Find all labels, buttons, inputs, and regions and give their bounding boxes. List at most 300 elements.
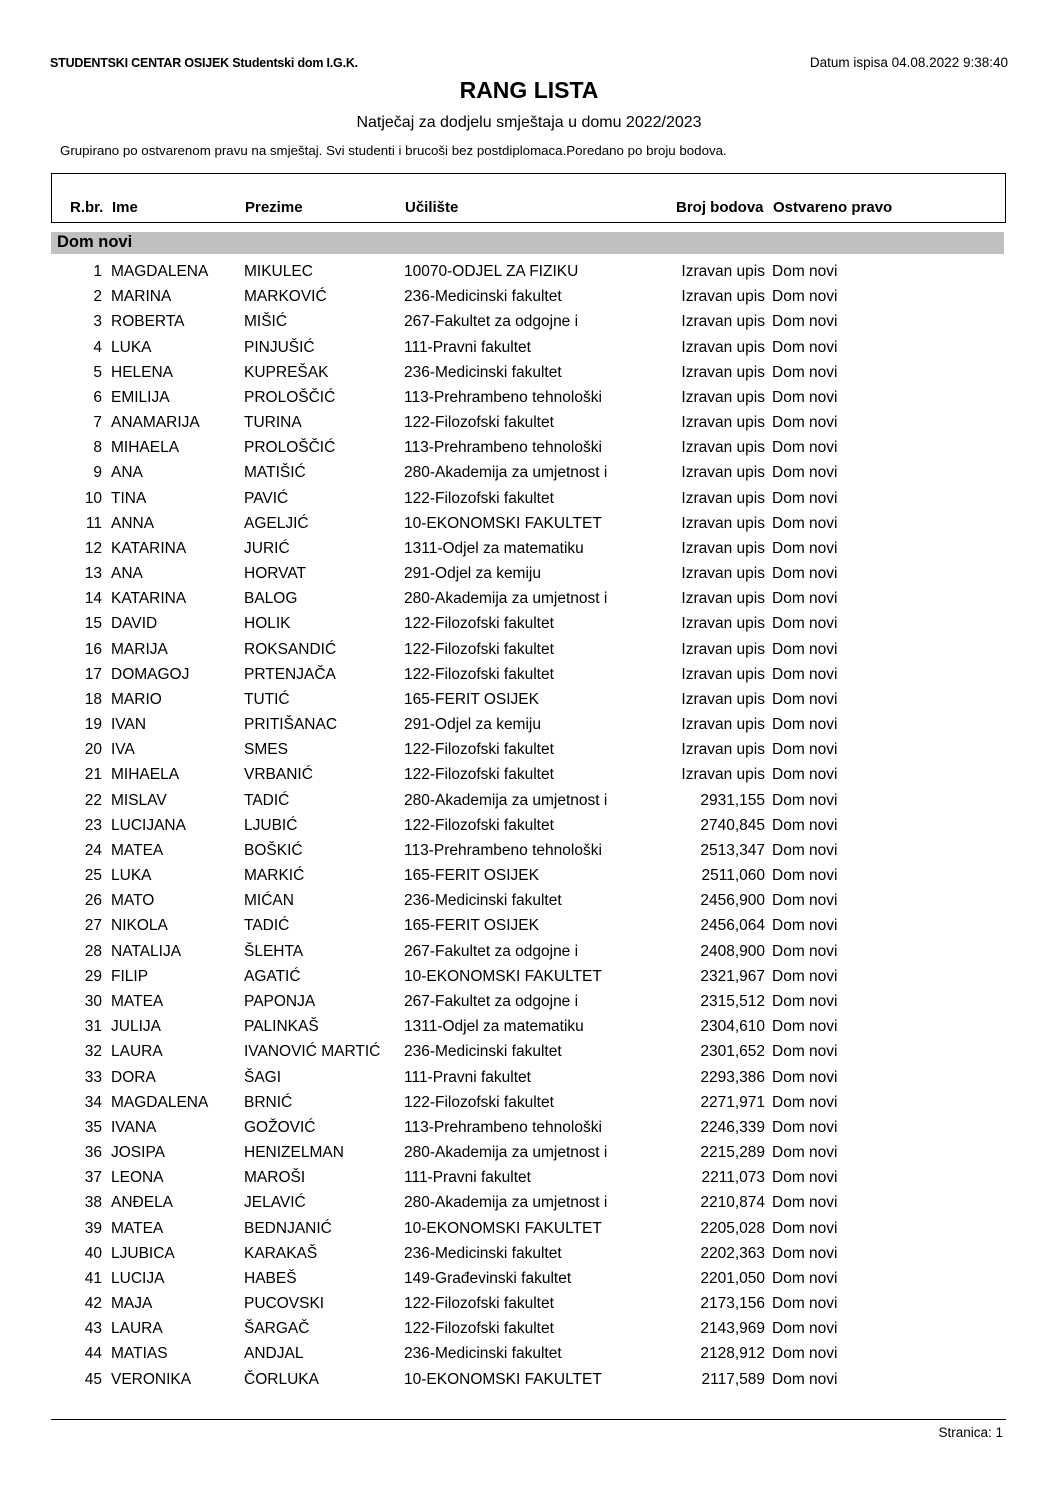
cell-rbr: 41 <box>84 1269 102 1287</box>
cell-prezime: MARKOVIĆ <box>244 288 327 306</box>
cell-bodovi: 2271,971 <box>700 1093 765 1111</box>
cell-uciliste: 280-Akademija za umjetnost i <box>404 464 608 482</box>
cell-bodovi: 2201,050 <box>700 1269 765 1287</box>
cell-uciliste: 113-Prehrambeno tehnološki <box>404 841 602 859</box>
document-subtitle: Natječaj za dodjelu smještaja u domu 2022/2023 <box>356 114 702 131</box>
cell-uciliste: 111-Pravni fakultet <box>404 338 531 356</box>
cell-prezime: LJUBIĆ <box>244 816 298 834</box>
table-row <box>0 993 1058 1018</box>
cell-bodovi: 2210,874 <box>700 1194 765 1212</box>
cell-ime: IVANA <box>111 1118 157 1136</box>
cell-pravo: Dom novi <box>772 1169 838 1187</box>
cell-uciliste: 122-Filozofski fakultet <box>404 489 554 507</box>
cell-ime: LJUBICA <box>111 1244 175 1262</box>
table-row <box>0 389 1058 414</box>
cell-rbr: 21 <box>84 766 102 784</box>
cell-bodovi: 2173,156 <box>700 1295 765 1313</box>
cell-bodovi: 2246,339 <box>700 1118 765 1136</box>
cell-rbr: 38 <box>84 1194 102 1212</box>
cell-pravo: Dom novi <box>772 1219 838 1237</box>
cell-ime: NIKOLA <box>111 917 168 935</box>
cell-ime: MAGDALENA <box>111 1093 209 1111</box>
cell-bodovi: 2202,363 <box>700 1244 765 1262</box>
table-row <box>0 666 1058 691</box>
cell-prezime: ŠAGI <box>244 1068 282 1086</box>
cell-pravo: Dom novi <box>772 816 838 834</box>
cell-ime: MIHAELA <box>111 766 180 784</box>
cell-rbr: 12 <box>84 539 102 557</box>
cell-rbr: 11 <box>85 514 102 532</box>
cell-rbr: 18 <box>84 690 102 708</box>
cell-rbr: 43 <box>84 1320 102 1338</box>
cell-pravo: Dom novi <box>772 539 838 557</box>
cell-uciliste: 122-Filozofski fakultet <box>404 640 554 658</box>
cell-uciliste: 122-Filozofski fakultet <box>404 615 554 633</box>
cell-pravo: Dom novi <box>772 464 838 482</box>
cell-bodovi: Izravan upis <box>681 414 765 432</box>
cell-prezime: ŠLEHTA <box>244 942 304 960</box>
cell-ime: ANĐELA <box>111 1194 174 1212</box>
table-row <box>0 565 1058 590</box>
table-row <box>0 1245 1058 1270</box>
cell-pravo: Dom novi <box>772 363 838 381</box>
cell-uciliste: 236-Medicinski fakultet <box>404 892 562 910</box>
cell-uciliste: 280-Akademija za umjetnost i <box>404 791 608 809</box>
cell-ime: ANNA <box>111 514 155 532</box>
cell-rbr: 19 <box>84 716 102 734</box>
cell-ime: MAJA <box>111 1295 153 1313</box>
cell-rbr: 44 <box>84 1345 102 1363</box>
cell-uciliste: 236-Medicinski fakultet <box>404 1244 562 1262</box>
cell-bodovi: 2117,589 <box>701 1370 765 1388</box>
cell-uciliste: 122-Filozofski fakultet <box>404 741 554 759</box>
table-row <box>0 1169 1058 1194</box>
cell-bodovi: 2128,912 <box>700 1345 765 1363</box>
cell-pravo: Dom novi <box>772 338 838 356</box>
cell-rbr: 33 <box>84 1068 102 1086</box>
cell-pravo: Dom novi <box>772 263 838 280</box>
cell-prezime: ROKSANDIĆ <box>244 640 337 658</box>
cell-ime: MATIAS <box>111 1345 168 1363</box>
cell-uciliste: 10070-ODJEL ZA FIZIKU <box>404 263 579 280</box>
cell-prezime: MATIŠIĆ <box>244 464 306 482</box>
cell-uciliste: 280-Akademija za umjetnost i <box>404 1144 608 1162</box>
cell-prezime: HENIZELMAN <box>244 1144 344 1162</box>
table-row <box>0 1144 1058 1169</box>
cell-pravo: Dom novi <box>772 716 838 734</box>
cell-rbr: 45 <box>84 1370 102 1388</box>
cell-rbr: 9 <box>93 464 102 482</box>
cell-uciliste: 113-Prehrambeno tehnološki <box>404 1118 602 1136</box>
cell-ime: LUCIJA <box>111 1269 165 1287</box>
cell-pravo: Dom novi <box>772 439 838 457</box>
group-heading <box>51 232 1004 254</box>
cell-bodovi: 2456,064 <box>700 917 765 935</box>
cell-ime: KATARINA <box>111 590 187 608</box>
cell-rbr: 35 <box>84 1118 102 1136</box>
cell-pravo: Dom novi <box>772 388 838 406</box>
col-header-pravo: Ostvareno pravo <box>773 199 893 216</box>
cell-prezime: JURIĆ <box>244 539 290 557</box>
cell-prezime: MIĆAN <box>244 892 294 910</box>
cell-rbr: 10 <box>84 489 102 507</box>
table-row <box>0 716 1058 741</box>
table-row <box>0 766 1058 791</box>
cell-bodovi: Izravan upis <box>681 439 765 457</box>
cell-pravo: Dom novi <box>772 1043 838 1061</box>
cell-ime: MATEA <box>111 1219 164 1237</box>
cell-uciliste: 291-Odjel za kemiju <box>404 565 541 583</box>
print-date: Datum ispisa 04.08.2022 9:38:40 <box>809 55 1008 70</box>
cell-uciliste: 111-Pravni fakultet <box>404 1169 531 1187</box>
cell-rbr: 17 <box>84 665 102 683</box>
cell-rbr: 39 <box>84 1219 102 1237</box>
cell-rbr: 20 <box>84 741 102 759</box>
col-header-uciliste: Učilište <box>405 199 459 216</box>
cell-rbr: 42 <box>84 1295 102 1313</box>
cell-pravo: Dom novi <box>772 1144 838 1162</box>
table-row <box>0 1270 1058 1295</box>
cell-pravo: Dom novi <box>772 917 838 935</box>
cell-uciliste: 113-Prehrambeno tehnološki <box>404 388 602 406</box>
cell-bodovi: Izravan upis <box>681 590 765 608</box>
cell-uciliste: 122-Filozofski fakultet <box>404 816 554 834</box>
cell-prezime: TADIĆ <box>244 917 290 935</box>
cell-ime: MAGDALENA <box>111 263 209 280</box>
table-row <box>0 1320 1058 1345</box>
cell-rbr: 40 <box>84 1244 102 1262</box>
table-row <box>0 867 1058 892</box>
cell-uciliste: 10-EKONOMSKI FAKULTET <box>404 514 602 532</box>
footer-divider <box>51 1419 1006 1420</box>
cell-rbr: 3 <box>93 313 102 331</box>
cell-ime: NATALIJA <box>111 942 182 960</box>
cell-rbr: 34 <box>84 1093 102 1111</box>
cell-rbr: 28 <box>84 942 102 960</box>
table-row <box>0 691 1058 716</box>
institution-header: STUDENTSKI CENTAR OSIJEK Studentski dom I.G.K. <box>50 56 358 70</box>
cell-bodovi: 2408,900 <box>700 942 765 960</box>
cell-rbr: 16 <box>84 640 102 658</box>
cell-ime: ANAMARIJA <box>111 414 200 432</box>
cell-prezime: BOŠKIĆ <box>244 841 303 859</box>
document-title: RANG LISTA <box>459 77 599 103</box>
cell-prezime: ČORLUKA <box>244 1370 319 1388</box>
cell-prezime: MAROŠI <box>244 1169 306 1187</box>
cell-ime: LUCIJANA <box>111 816 186 834</box>
cell-uciliste: 10-EKONOMSKI FAKULTET <box>404 1219 602 1237</box>
cell-pravo: Dom novi <box>772 514 838 532</box>
cell-ime: JULIJA <box>111 1018 161 1036</box>
cell-ime: EMILIJA <box>111 388 170 406</box>
cell-uciliste: 236-Medicinski fakultet <box>404 363 562 381</box>
table-row <box>0 1043 1058 1068</box>
cell-ime: MARINA <box>111 288 172 306</box>
cell-prezime: TURINA <box>244 414 302 432</box>
cell-pravo: Dom novi <box>772 1295 838 1313</box>
cell-pravo: Dom novi <box>772 288 838 306</box>
cell-pravo: Dom novi <box>772 615 838 633</box>
cell-rbr: 24 <box>84 841 102 859</box>
table-row <box>0 741 1058 766</box>
table-header <box>51 173 1006 223</box>
cell-bodovi: 2143,969 <box>700 1320 765 1338</box>
cell-ime: LAURA <box>111 1320 163 1338</box>
table-row <box>0 641 1058 666</box>
cell-prezime: PROLOŠČIĆ <box>244 388 336 406</box>
cell-ime: DOMAGOJ <box>111 665 190 683</box>
col-header-ime: Ime <box>112 199 138 216</box>
cell-bodovi: 2205,028 <box>700 1219 765 1237</box>
cell-rbr: 26 <box>84 892 102 910</box>
cell-pravo: Dom novi <box>772 841 838 859</box>
cell-uciliste: 236-Medicinski fakultet <box>404 1043 562 1061</box>
cell-uciliste: 122-Filozofski fakultet <box>404 665 554 683</box>
cell-pravo: Dom novi <box>772 791 838 809</box>
cell-pravo: Dom novi <box>772 1269 838 1287</box>
cell-ime: VERONIKA <box>111 1370 192 1388</box>
cell-rbr: 1 <box>93 263 102 280</box>
cell-prezime: BEDNJANIĆ <box>244 1219 332 1237</box>
cell-ime: ROBERTA <box>111 313 185 331</box>
table-row <box>0 288 1058 313</box>
cell-rbr: 2 <box>93 288 102 306</box>
cell-pravo: Dom novi <box>772 313 838 331</box>
cell-pravo: Dom novi <box>772 665 838 683</box>
cell-rbr: 29 <box>84 967 102 985</box>
cell-uciliste: 267-Fakultet za odgojne i <box>404 942 579 960</box>
cell-ime: MIHAELA <box>111 439 180 457</box>
cell-prezime: MIKULEC <box>244 263 313 280</box>
cell-ime: KATARINA <box>111 539 187 557</box>
cell-ime: LUKA <box>111 867 152 885</box>
cell-bodovi: Izravan upis <box>681 640 765 658</box>
cell-pravo: Dom novi <box>772 1370 838 1388</box>
cell-ime: IVAN <box>111 716 147 734</box>
cell-prezime: KARAKAŠ <box>244 1244 318 1262</box>
cell-pravo: Dom novi <box>772 942 838 960</box>
group-label: Dom novi <box>57 233 133 251</box>
table-row <box>0 464 1058 489</box>
cell-uciliste: 122-Filozofski fakultet <box>404 1320 554 1338</box>
cell-pravo: Dom novi <box>772 741 838 759</box>
cell-pravo: Dom novi <box>772 1018 838 1036</box>
cell-pravo: Dom novi <box>772 590 838 608</box>
cell-uciliste: 10-EKONOMSKI FAKULTET <box>404 1370 602 1388</box>
cell-uciliste: 165-FERIT OSIJEK <box>404 867 539 885</box>
cell-bodovi: 2931,155 <box>700 791 765 809</box>
cell-pravo: Dom novi <box>772 1194 838 1212</box>
cell-rbr: 7 <box>93 414 102 432</box>
cell-uciliste: 122-Filozofski fakultet <box>404 1093 554 1111</box>
cell-prezime: BRNIĆ <box>244 1093 293 1111</box>
cell-prezime: MIŠIĆ <box>244 313 288 331</box>
cell-ime: DAVID <box>111 615 158 633</box>
cell-uciliste: 165-FERIT OSIJEK <box>404 690 539 708</box>
cell-rbr: 13 <box>84 565 102 583</box>
cell-prezime: HORVAT <box>244 565 307 583</box>
cell-bodovi: Izravan upis <box>681 716 765 734</box>
table-row <box>0 817 1058 842</box>
cell-uciliste: 236-Medicinski fakultet <box>404 288 562 306</box>
cell-rbr: 5 <box>93 363 102 381</box>
cell-pravo: Dom novi <box>772 1068 838 1086</box>
cell-rbr: 4 <box>93 338 102 356</box>
cell-bodovi: 2301,652 <box>700 1043 765 1061</box>
cell-bodovi: Izravan upis <box>681 338 765 356</box>
table-row <box>0 1295 1058 1320</box>
cell-prezime: PALINKAŠ <box>244 1018 319 1036</box>
cell-bodovi: Izravan upis <box>681 288 765 306</box>
cell-uciliste: 113-Prehrambeno tehnološki <box>404 439 602 457</box>
cell-ime: DORA <box>111 1068 156 1086</box>
cell-rbr: 27 <box>84 917 102 935</box>
table-row <box>0 515 1058 540</box>
cell-bodovi: 2211,073 <box>701 1169 765 1187</box>
cell-uciliste: 267-Fakultet za odgojne i <box>404 313 579 331</box>
col-header-rbr: R.br. <box>70 199 104 216</box>
cell-uciliste: 236-Medicinski fakultet <box>404 1345 562 1363</box>
cell-prezime: PAPONJA <box>244 992 316 1010</box>
cell-prezime: PINJUŠIĆ <box>244 338 315 356</box>
grouping-note: Grupirano po ostvarenom pravu na smještaj. Svi studenti i brucoši bez postdiplomaca.Poredano po broju bodova. <box>60 143 727 158</box>
cell-bodovi: Izravan upis <box>681 690 765 708</box>
cell-uciliste: 280-Akademija za umjetnost i <box>404 590 608 608</box>
cell-bodovi: 2315,512 <box>700 992 765 1010</box>
cell-bodovi: Izravan upis <box>681 539 765 557</box>
cell-uciliste: 122-Filozofski fakultet <box>404 414 554 432</box>
table-row <box>0 439 1058 464</box>
table-row <box>0 590 1058 615</box>
cell-uciliste: 111-Pravni fakultet <box>404 1068 531 1086</box>
page-number: Stranica: 1 <box>938 1425 1003 1440</box>
cell-rbr: 14 <box>84 590 102 608</box>
cell-pravo: Dom novi <box>772 1345 838 1363</box>
cell-bodovi: 2321,967 <box>700 967 765 985</box>
cell-bodovi: Izravan upis <box>681 464 765 482</box>
cell-prezime: AGATIĆ <box>244 967 301 985</box>
cell-pravo: Dom novi <box>772 867 838 885</box>
cell-ime: MATO <box>111 892 155 910</box>
cell-rbr: 6 <box>93 388 102 406</box>
cell-pravo: Dom novi <box>772 1244 838 1262</box>
cell-pravo: Dom novi <box>772 1320 838 1338</box>
cell-rbr: 36 <box>84 1144 102 1162</box>
cell-uciliste: 10-EKONOMSKI FAKULTET <box>404 967 602 985</box>
table-row <box>0 842 1058 867</box>
cell-bodovi: 2740,845 <box>700 816 765 834</box>
cell-bodovi: Izravan upis <box>681 665 765 683</box>
cell-pravo: Dom novi <box>772 992 838 1010</box>
table-row <box>0 364 1058 389</box>
table-row <box>0 313 1058 338</box>
cell-prezime: HOLIK <box>244 615 291 633</box>
cell-pravo: Dom novi <box>772 489 838 507</box>
cell-uciliste: 280-Akademija za umjetnost i <box>404 1194 608 1212</box>
table-row <box>0 615 1058 640</box>
cell-bodovi: 2293,386 <box>700 1068 765 1086</box>
table-row <box>0 1345 1058 1370</box>
cell-prezime: BALOG <box>244 590 298 608</box>
cell-pravo: Dom novi <box>772 766 838 784</box>
cell-bodovi: Izravan upis <box>681 741 765 759</box>
cell-prezime: PUCOVSKI <box>244 1295 325 1313</box>
cell-pravo: Dom novi <box>772 1118 838 1136</box>
cell-bodovi: Izravan upis <box>681 313 765 331</box>
cell-bodovi: Izravan upis <box>681 514 765 532</box>
cell-uciliste: 165-FERIT OSIJEK <box>404 917 539 935</box>
cell-bodovi: Izravan upis <box>681 263 765 280</box>
cell-rbr: 31 <box>84 1018 102 1036</box>
cell-rbr: 37 <box>84 1169 102 1187</box>
cell-prezime: KUPREŠAK <box>244 363 329 381</box>
cell-uciliste: 122-Filozofski fakultet <box>404 766 554 784</box>
cell-rbr: 30 <box>84 992 102 1010</box>
table-row <box>0 917 1058 942</box>
cell-bodovi: Izravan upis <box>681 615 765 633</box>
table-row <box>0 263 1058 288</box>
table-row <box>0 339 1058 364</box>
cell-bodovi: Izravan upis <box>681 363 765 381</box>
cell-bodovi: Izravan upis <box>681 388 765 406</box>
table-row <box>0 540 1058 565</box>
table-row <box>0 1094 1058 1119</box>
cell-prezime: ANDJAL <box>244 1345 304 1363</box>
cell-uciliste: 267-Fakultet za odgojne i <box>404 992 579 1010</box>
cell-pravo: Dom novi <box>772 967 838 985</box>
cell-ime: MISLAV <box>111 791 167 809</box>
table-row <box>0 1069 1058 1094</box>
cell-ime: MATEA <box>111 841 164 859</box>
cell-prezime: TUTIĆ <box>244 690 290 708</box>
cell-pravo: Dom novi <box>772 640 838 658</box>
cell-bodovi: 2456,900 <box>700 892 765 910</box>
cell-prezime: AGELJIĆ <box>244 514 309 532</box>
cell-prezime: VRBANIĆ <box>244 766 313 784</box>
cell-rbr: 22 <box>84 791 102 809</box>
cell-ime: HELENA <box>111 363 174 381</box>
table-row <box>0 1371 1058 1396</box>
table-row <box>0 1018 1058 1043</box>
cell-ime: TINA <box>111 489 147 507</box>
cell-bodovi: Izravan upis <box>681 489 765 507</box>
cell-ime: FILIP <box>111 967 149 985</box>
table-row <box>0 968 1058 993</box>
cell-bodovi: 2511,060 <box>701 867 765 885</box>
col-header-prezime: Prezime <box>245 199 303 216</box>
cell-ime: LAURA <box>111 1043 163 1061</box>
cell-bodovi: 2304,610 <box>700 1018 765 1036</box>
cell-prezime: PRTENJAČA <box>244 665 336 683</box>
table-row <box>0 1220 1058 1245</box>
cell-prezime: PRITIŠANAC <box>244 716 338 734</box>
cell-prezime: IVANOVIĆ MARTIĆ <box>244 1043 381 1061</box>
cell-rbr: 15 <box>84 615 102 633</box>
cell-uciliste: 122-Filozofski fakultet <box>404 1295 554 1313</box>
cell-bodovi: Izravan upis <box>681 565 765 583</box>
table-row <box>0 792 1058 817</box>
cell-rbr: 25 <box>84 867 102 885</box>
cell-pravo: Dom novi <box>772 414 838 432</box>
cell-ime: IVA <box>111 741 135 759</box>
cell-uciliste: 149-Građevinski fakultet <box>404 1269 572 1287</box>
cell-uciliste: 1311-Odjel za matematiku <box>404 1018 584 1036</box>
cell-bodovi: 2513,347 <box>700 841 765 859</box>
table-row <box>0 892 1058 917</box>
cell-ime: ANA <box>111 565 143 583</box>
cell-prezime: HABEŠ <box>244 1269 297 1287</box>
cell-uciliste: 1311-Odjel za matematiku <box>404 539 584 557</box>
